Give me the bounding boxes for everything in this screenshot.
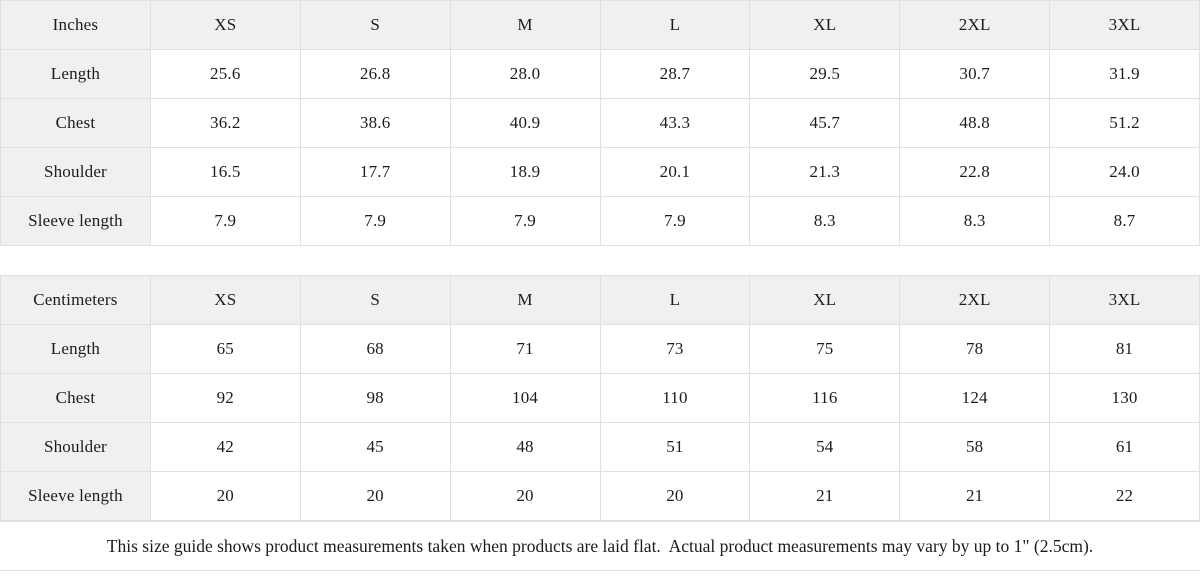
size-column-header: S <box>300 276 450 325</box>
measurement-row <box>1 50 1200 99</box>
measurement-value-cell: 21.3 <box>750 148 900 197</box>
measurement-value-cell: 7.9 <box>300 197 450 246</box>
measurement-value-cell: 51.2 <box>1050 99 1200 148</box>
size-column-header: XS <box>150 1 300 50</box>
measurement-row <box>1 99 1200 148</box>
measurement-value-cell: 21 <box>900 472 1050 521</box>
measurement-row-label: Length <box>1 50 151 99</box>
measurement-value-cell: 28.0 <box>450 50 600 99</box>
measurement-row <box>1 148 1200 197</box>
measurement-value-cell: 48.8 <box>900 99 1050 148</box>
measurement-value-cell: 73 <box>600 325 750 374</box>
measurement-value-cell: 43.3 <box>600 99 750 148</box>
measurement-value-cell: 58 <box>900 423 1050 472</box>
measurement-value-cell: 116 <box>750 374 900 423</box>
measurement-value-cell: 130 <box>1050 374 1200 423</box>
measurement-row <box>1 325 1200 374</box>
size-column-header: 2XL <box>900 1 1050 50</box>
measurement-value-cell: 71 <box>450 325 600 374</box>
measurement-value-cell: 7.9 <box>450 197 600 246</box>
measurement-value-cell: 61 <box>1050 423 1200 472</box>
size-column-header: M <box>450 276 600 325</box>
measurement-value-cell: 81 <box>1050 325 1200 374</box>
measurement-value-cell: 8.7 <box>1050 197 1200 246</box>
size-column-header: L <box>600 1 750 50</box>
measurement-value-cell: 42 <box>150 423 300 472</box>
measurement-value-cell: 16.5 <box>150 148 300 197</box>
measurement-row-label: Length <box>1 325 151 374</box>
measurement-value-cell: 45.7 <box>750 99 900 148</box>
measurement-row <box>1 472 1200 521</box>
measurement-value-cell: 29.5 <box>750 50 900 99</box>
measurement-value-cell: 17.7 <box>300 148 450 197</box>
size-table-inches <box>0 0 1200 246</box>
measurement-value-cell: 22.8 <box>900 148 1050 197</box>
size-column-header: XS <box>150 276 300 325</box>
measurement-row-label: Chest <box>1 99 151 148</box>
measurement-value-cell: 38.6 <box>300 99 450 148</box>
size-table-header-row <box>1 276 1200 325</box>
size-guide-note <box>0 521 1200 571</box>
measurement-value-cell: 7.9 <box>150 197 300 246</box>
size-column-header: 2XL <box>900 276 1050 325</box>
measurement-value-cell: 40.9 <box>450 99 600 148</box>
measurement-value-cell: 65 <box>150 325 300 374</box>
measurement-row-label: Chest <box>1 374 151 423</box>
unit-label: Inches <box>1 1 151 50</box>
measurement-row-label: Shoulder <box>1 423 151 472</box>
measurement-value-cell: 51 <box>600 423 750 472</box>
measurement-value-cell: 25.6 <box>150 50 300 99</box>
size-column-header: S <box>300 1 450 50</box>
measurement-value-cell: 8.3 <box>750 197 900 246</box>
measurement-value-cell: 45 <box>300 423 450 472</box>
measurement-value-cell: 92 <box>150 374 300 423</box>
measurement-value-cell: 20 <box>300 472 450 521</box>
measurement-value-cell: 22 <box>1050 472 1200 521</box>
measurement-value-cell: 31.9 <box>1050 50 1200 99</box>
measurement-value-cell: 78 <box>900 325 1050 374</box>
measurement-value-cell: 98 <box>300 374 450 423</box>
measurement-value-cell: 104 <box>450 374 600 423</box>
measurement-value-cell: 68 <box>300 325 450 374</box>
measurement-value-cell: 26.8 <box>300 50 450 99</box>
size-column-header: XL <box>750 1 900 50</box>
measurement-value-cell: 20 <box>450 472 600 521</box>
measurement-row-label: Sleeve length <box>1 197 151 246</box>
measurement-row-label: Shoulder <box>1 148 151 197</box>
measurement-row <box>1 197 1200 246</box>
table-gap <box>0 246 1200 275</box>
measurement-value-cell: 20 <box>150 472 300 521</box>
measurement-value-cell: 7.9 <box>600 197 750 246</box>
size-column-header: 3XL <box>1050 276 1200 325</box>
measurement-value-cell: 28.7 <box>600 50 750 99</box>
measurement-value-cell: 20 <box>600 472 750 521</box>
size-guide-note-text: This size guide shows product measurements taken when products are laid flat. Actual product measurements may vary by up to 1" (2.5cm). <box>106 535 1094 556</box>
unit-label: Centimeters <box>1 276 151 325</box>
measurement-value-cell: 30.7 <box>900 50 1050 99</box>
measurement-value-cell: 21 <box>750 472 900 521</box>
measurement-value-cell: 54 <box>750 423 900 472</box>
size-column-header: L <box>600 276 750 325</box>
measurement-value-cell: 110 <box>600 374 750 423</box>
measurement-value-cell: 36.2 <box>150 99 300 148</box>
measurement-row <box>1 423 1200 472</box>
size-table-centimeters <box>0 275 1200 521</box>
measurement-value-cell: 18.9 <box>450 148 600 197</box>
measurement-row <box>1 374 1200 423</box>
measurement-value-cell: 24.0 <box>1050 148 1200 197</box>
measurement-value-cell: 48 <box>450 423 600 472</box>
size-column-header: 3XL <box>1050 1 1200 50</box>
measurement-value-cell: 8.3 <box>900 197 1050 246</box>
measurement-value-cell: 20.1 <box>600 148 750 197</box>
size-table-header-row <box>1 1 1200 50</box>
measurement-value-cell: 124 <box>900 374 1050 423</box>
size-column-header: XL <box>750 276 900 325</box>
size-column-header: M <box>450 1 600 50</box>
measurement-value-cell: 75 <box>750 325 900 374</box>
measurement-row-label: Sleeve length <box>1 472 151 521</box>
